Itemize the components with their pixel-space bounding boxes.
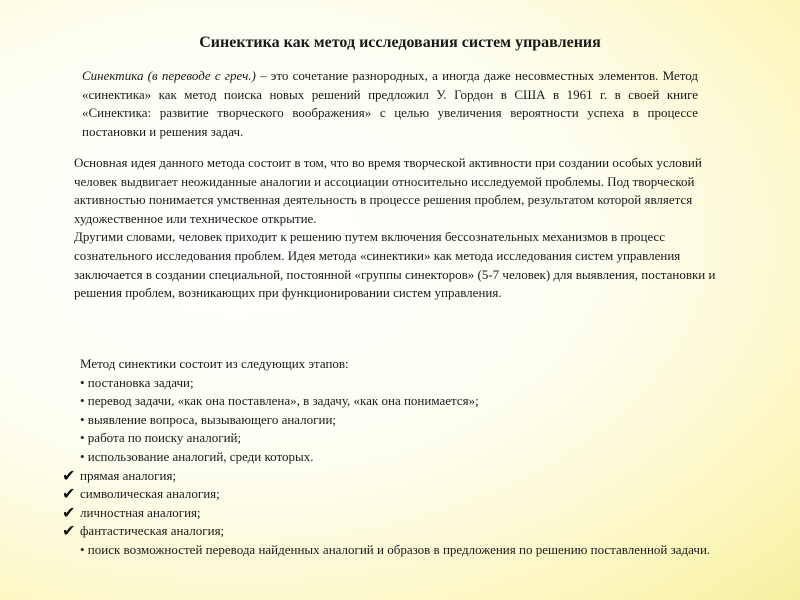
stages-list	[62, 355, 720, 560]
checkmark-icon: ✔	[62, 502, 76, 522]
intro-paragraph	[82, 67, 698, 141]
check-item	[62, 521, 720, 541]
main-paragraph-1: Основная идея данного метода состоит в том, что во время творческой активности при создании особых условий человек выдвигает неожиданные аналогии и ассоциации относительно исследуемой проблемы. Под творческой активностью понимается умственная деятельность в процессе решения проблем, результатом которой является художественное или техническое открытие.	[74, 155, 702, 226]
main-text	[74, 154, 724, 303]
list-item: • использование аналогий, среди которых.	[80, 448, 314, 464]
check-item	[62, 465, 720, 486]
intro-term: Синектика (в переводе с греч.)	[82, 68, 256, 83]
check-item-label: фантастическая аналогия;	[80, 523, 225, 539]
check-item-label: символическая аналогия;	[80, 486, 220, 502]
check-item-label: личностная аналогия;	[80, 504, 201, 520]
main-paragraph-2: Другими словами, человек приходит к решению путем включения бессознательных механизмов в процесс сознательного исследования проблем. Идея метода «синектики» как метода исследования систем управления заключается в создании специальной, постоянной «группы синекторов» (5-7 человек) для выявления, постановки и решения проблем, возникающих при функционировании систем управления.	[74, 229, 716, 301]
check-item-label: прямая аналогия;	[80, 467, 177, 483]
list-item: • перевод задачи, «как она поставлена», в задачу, «как она понимается»;	[80, 393, 479, 409]
page-title: Синектика как метод исследования систем управления	[199, 34, 601, 51]
checkmark-icon: ✔	[62, 484, 76, 504]
intro-text: – это сочетание разнородных, а иногда даже несовместных элементов. Метод «синектика» как метод поиска новых решений предложил У. Гордон в США в 1961 г. в своей книге «Синектика: развитие творческого воображения» с целью увеличения вероятности успеха в процессе постановки и решения задач.	[82, 68, 698, 139]
list-item: • работа по поиску аналогий;	[80, 430, 242, 446]
list-item: • выявление вопроса, вызывающего аналогии;	[80, 411, 337, 427]
stages-heading: Метод синектики состоит из следующих этапов:	[80, 356, 349, 371]
checkmark-icon: ✔	[62, 521, 76, 541]
check-item	[62, 502, 720, 523]
check-item	[62, 484, 720, 504]
checkmark-icon: ✔	[62, 465, 76, 485]
list-item: • поиск возможностей перевода найденных аналогий и образов в предложения по решению поставленной задачи.	[80, 541, 711, 557]
list-item: • постановка задачи;	[80, 374, 194, 390]
